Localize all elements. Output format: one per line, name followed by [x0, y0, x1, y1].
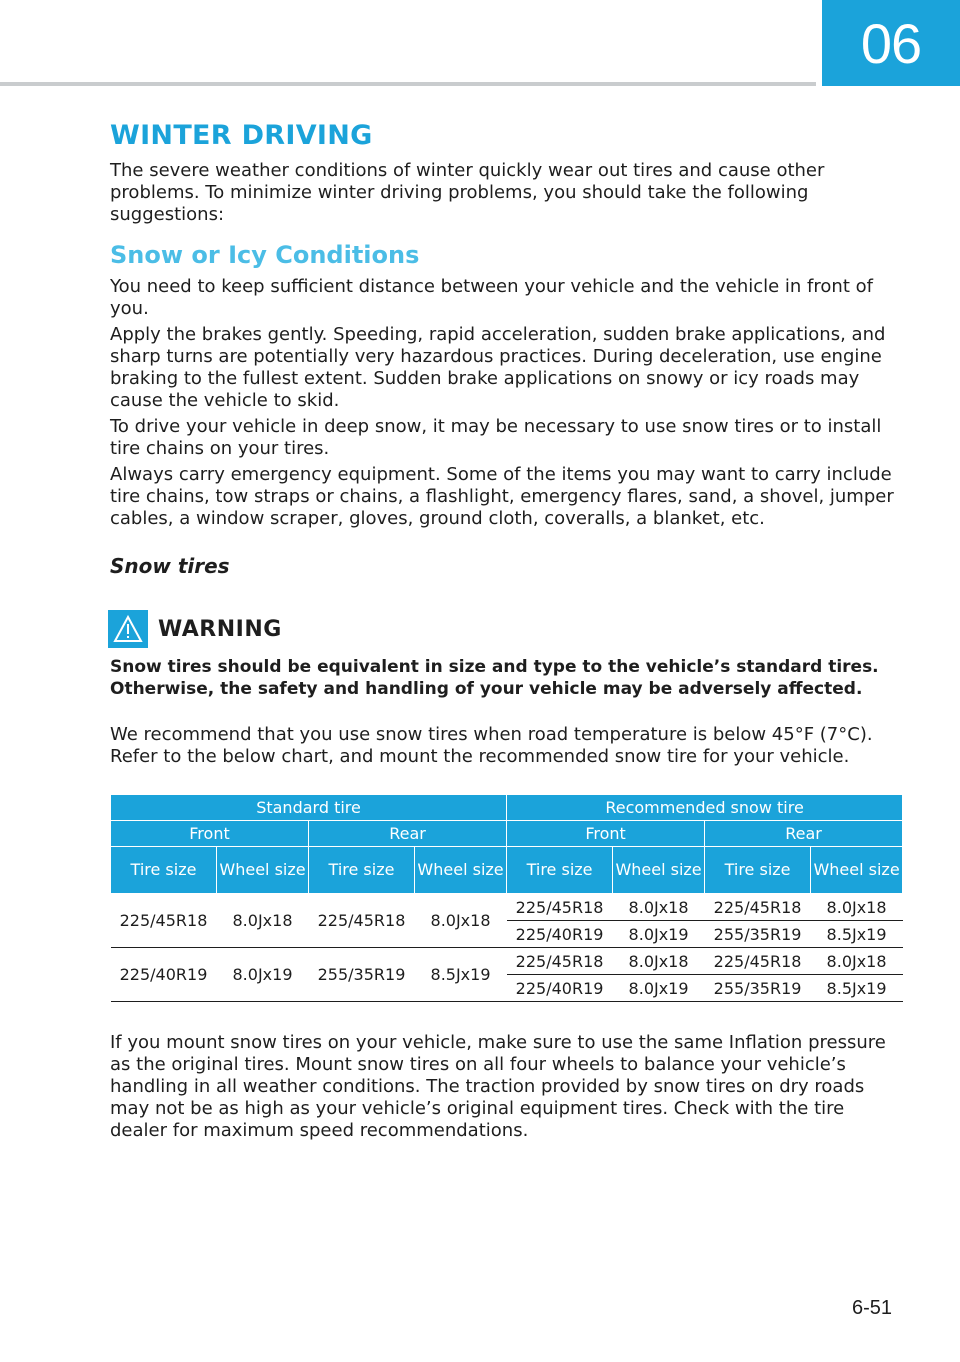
column-header: Tire size — [705, 847, 811, 894]
table-row — [111, 894, 903, 921]
table-row — [111, 948, 903, 975]
warning-label: WARNING — [158, 616, 282, 642]
chapter-tab — [822, 0, 960, 86]
header-recommended-snow-tire: Recommended snow tire — [507, 795, 903, 821]
table-cell: 225/45R18 — [507, 894, 613, 921]
table-cell: 8.0Jx18 — [613, 894, 705, 921]
table-cell: 225/45R18 — [309, 894, 415, 948]
distance-paragraph: You need to keep sufficient distance between your vehicle and the vehicle in front of you. — [110, 276, 873, 319]
column-header: Tire size — [309, 847, 415, 894]
table-cell: 8.0Jx18 — [811, 948, 903, 975]
table-group-header-row — [111, 795, 903, 821]
table-cell: 8.5Jx19 — [811, 975, 903, 1002]
warning-triangle-icon — [108, 610, 148, 648]
table-cell: 8.0Jx19 — [217, 948, 309, 1002]
column-header: Wheel size — [217, 847, 309, 894]
snow-tires-heading: Snow tires — [110, 554, 230, 578]
table-cell: 8.0Jx19 — [613, 921, 705, 948]
table-cell: 255/35R19 — [705, 921, 811, 948]
brakes-paragraph: Apply the brakes gently. Speeding, rapid acceleration, sudden brake applications, and sharp turns are potentially very hazardous practices. During deceleration, use engine braking to the fullest extent. Sudden brake applications on snowy or icy roads may cause the vehicle to skid. — [110, 324, 886, 411]
header-snow-rear: Rear — [705, 821, 903, 847]
header-standard-rear: Rear — [309, 821, 507, 847]
recommendation-paragraph: We recommend that you use snow tires when road temperature is below 45°F (7°C). Refer to the below chart, and mount the recommended snow tire for your vehicle. — [110, 724, 873, 767]
header-standard-front: Front — [111, 821, 309, 847]
table-cell: 225/40R19 — [111, 948, 217, 1002]
header-standard-tire: Standard tire — [111, 795, 507, 821]
table-column-header-row — [111, 847, 903, 894]
header-rule — [0, 82, 816, 86]
table-cell: 225/45R18 — [705, 894, 811, 921]
deep-snow-paragraph: To drive your vehicle in deep snow, it may be necessary to use snow tires or to install tire chains on your tires. — [110, 416, 882, 459]
intro-paragraph: The severe weather conditions of winter quickly wear out tires and cause other problems. To minimize winter driving problems, you should take the following suggestions: — [110, 160, 825, 225]
page-number: 6-51 — [852, 1297, 893, 1319]
column-header: Wheel size — [613, 847, 705, 894]
snow-tire-table — [110, 794, 903, 1002]
table-cell: 225/40R19 — [507, 975, 613, 1002]
table-cell: 8.5Jx19 — [415, 948, 507, 1002]
table-cell: 8.0Jx18 — [613, 948, 705, 975]
emergency-equipment-paragraph: Always carry emergency equipment. Some of the items you may want to carry include tire chains, tow straps or chains, a flashlight, emergency flares, sand, a shovel, jumper cables, a window scraper, gloves, ground cloth, coveralls, a blanket, etc. — [110, 464, 894, 529]
snow-icy-heading: Snow or Icy Conditions — [110, 241, 420, 269]
warning-text: Snow tires should be equivalent in size and type to the vehicle’s standard tires. Otherwise, the safety and handling of your vehicle may be adversely affected. — [110, 657, 879, 699]
column-header: Tire size — [507, 847, 613, 894]
table-cell: 225/45R18 — [507, 948, 613, 975]
column-header: Wheel size — [415, 847, 507, 894]
page-content — [110, 118, 902, 1146]
table-position-header-row — [111, 821, 903, 847]
table-cell: 8.0Jx18 — [415, 894, 507, 948]
table-cell: 8.0Jx18 — [217, 894, 309, 948]
table-cell: 225/45R18 — [705, 948, 811, 975]
table-cell: 225/45R18 — [111, 894, 217, 948]
column-header: Tire size — [111, 847, 217, 894]
table-cell: 255/35R19 — [309, 948, 415, 1002]
chapter-number: 06 — [860, 11, 922, 75]
inflation-pressure-paragraph: If you mount snow tires on your vehicle, make sure to use the same Inflation pressure as the original tires. Mount snow tires on all four wheels to balance your vehicle’s handling in all weather conditions. The traction provided by snow tires on dry roads may not be as high as your vehicle’s original equipment tires. Check with the tire dealer for maximum speed recommendations. — [110, 1032, 886, 1141]
table-cell: 8.5Jx19 — [811, 921, 903, 948]
table-cell: 225/40R19 — [507, 921, 613, 948]
table-cell: 255/35R19 — [705, 975, 811, 1002]
section-title: WINTER DRIVING — [110, 120, 373, 151]
warning-header — [110, 610, 902, 648]
header-snow-front: Front — [507, 821, 705, 847]
table-cell: 8.0Jx18 — [811, 894, 903, 921]
column-header: Wheel size — [811, 847, 903, 894]
table-cell: 8.0Jx19 — [613, 975, 705, 1002]
